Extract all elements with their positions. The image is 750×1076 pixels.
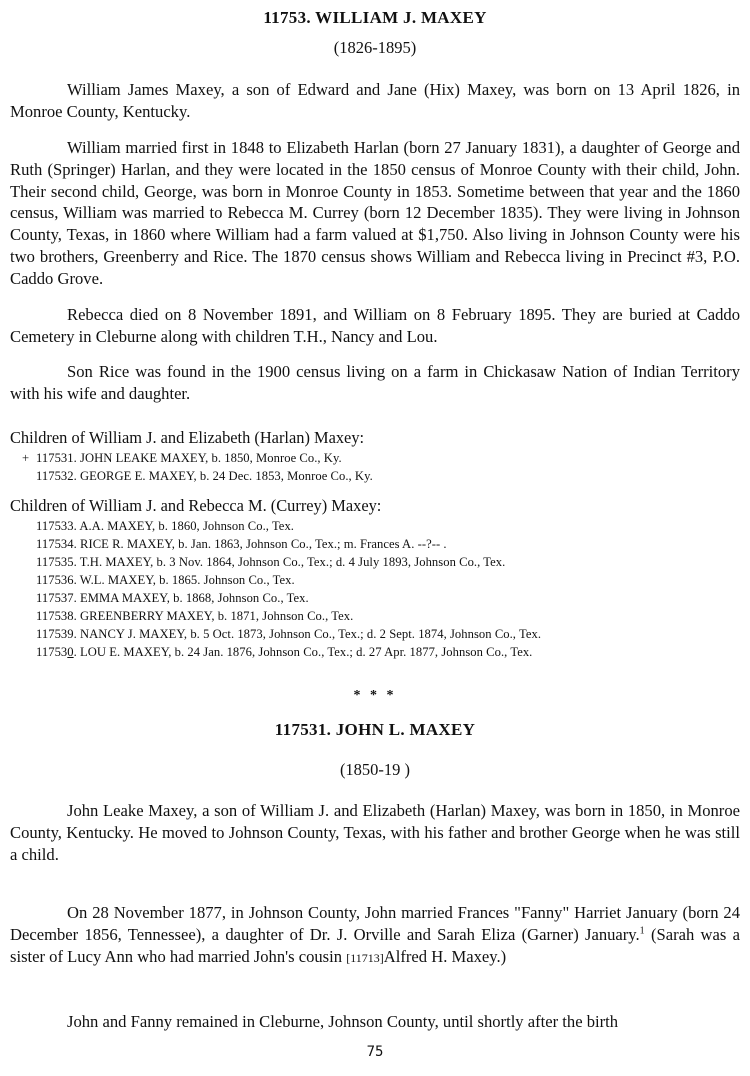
life-dates: (1826-1895): [333, 38, 417, 57]
child-entry: 117535. T.H. MAXEY, b. 3 Nov. 1864, Johnson Co., Tex.; d. 4 July 1893, Johnson Co., Tex.: [36, 555, 506, 569]
child-entry: 117537. EMMA MAXEY, b. 1868, Johnson Co., Tex.: [36, 591, 309, 605]
children-heading: Children of William J. and Rebecca M. (Currey) Maxey:: [10, 496, 382, 515]
children-heading: Children of William J. and Elizabeth (Harlan) Maxey:: [10, 428, 365, 447]
child-entry: 117536. W.L. MAXEY, b. 1865. Johnson Co., Tex.: [36, 573, 295, 587]
child-entry: + 117531. JOHN LEAKE MAXEY, b. 1850, Monroe Co., Ky.: [22, 451, 342, 465]
child-entry: 117538. GREENBERRY MAXEY, b. 1871, Johnson Co., Tex.: [36, 609, 354, 623]
section-heading: 117531. JOHN L. MAXEY: [274, 720, 476, 739]
child-entry: 117530. LOU E. MAXEY, b. 24 Jan. 1876, Johnson Co., Tex.; d. 27 Apr. 1877, Johnson Co., Tex.: [36, 645, 533, 659]
paragraph: Rebecca died on 8 November 1891, and William on 8 February 1895. They are buried at Caddo Cemetery in Cleburne along with children T.H., Nancy and Lou.: [10, 305, 740, 346]
section-separator: * * *: [353, 688, 397, 703]
footnote-marker: 1: [639, 925, 645, 937]
paragraph: William James Maxey, a son of Edward and Jane (Hix) Maxey, was born on 13 April 1826, in Monroe County, Kentucky.: [10, 80, 740, 121]
child-entry: 117533. A.A. MAXEY, b. 1860, Johnson Co., Tex.: [36, 519, 294, 533]
child-entry: 117539. NANCY J. MAXEY, b. 5 Oct. 1873, Johnson Co., Tex.; d. 2 Sept. 1874, Johnson Co., Tex.: [36, 627, 542, 641]
life-dates: (1850-19 ): [339, 760, 411, 779]
paragraph: John and Fanny remained in Cleburne, Johnson County, until shortly after the birth: [67, 1012, 619, 1031]
child-entry: 117534. RICE R. MAXEY, b. Jan. 1863, Johnson Co., Tex.; m. Frances A. --?-- .: [36, 537, 447, 551]
page-number: 75: [366, 1044, 384, 1060]
section-heading: 11753. WILLIAM J. MAXEY: [263, 8, 487, 27]
paragraph: On 28 November 1877, in Johnson County, John married Frances "Fanny" Harriet January (born 24 December 1856, Tennessee), a daughter of Dr. J. Orville and Sarah Eliza (Garner) January.$^1$ (Sarah was a sister of Lucy Ann who had married John's cousin [11713]Alfred H. Maxey.): [10, 903, 740, 966]
paragraph: William married first in 1848 to Elizabeth Harlan (born 27 January 1831), a daughter of George and Ruth (Springer) Harlan, and they were located in the 1850 census of Monroe County with their child, John. Their second child, George, was born in Monroe County in 1853. Sometime between that year and the 1860 census, William was married to Rebecca M. Currey (born 12 December 1835). They were living in Johnson County, Texas, in 1860 where William had a farm valued at $1,750. Also living in Johnson County were his two brothers, Greenberry and Rice. The 1870 census shows William and Rebecca living in Precinct #3, P.O. Caddo Grove.: [10, 138, 740, 288]
cross-reference: [11713]: [346, 950, 384, 965]
child-entry: 117532. GEORGE E. MAXEY, b. 24 Dec. 1853, Monroe Co., Ky.: [36, 469, 373, 483]
paragraph: Son Rice was found in the 1900 census living on a farm in Chickasaw Nation of Indian Territory with his wife and daughter.: [10, 362, 740, 403]
paragraph: John Leake Maxey, a son of William J. and Elizabeth (Harlan) Maxey, was born in 1850, in Monroe County, Kentucky. He moved to Johnson County, Texas, with his father and brother George when he was still a child.: [10, 801, 740, 864]
